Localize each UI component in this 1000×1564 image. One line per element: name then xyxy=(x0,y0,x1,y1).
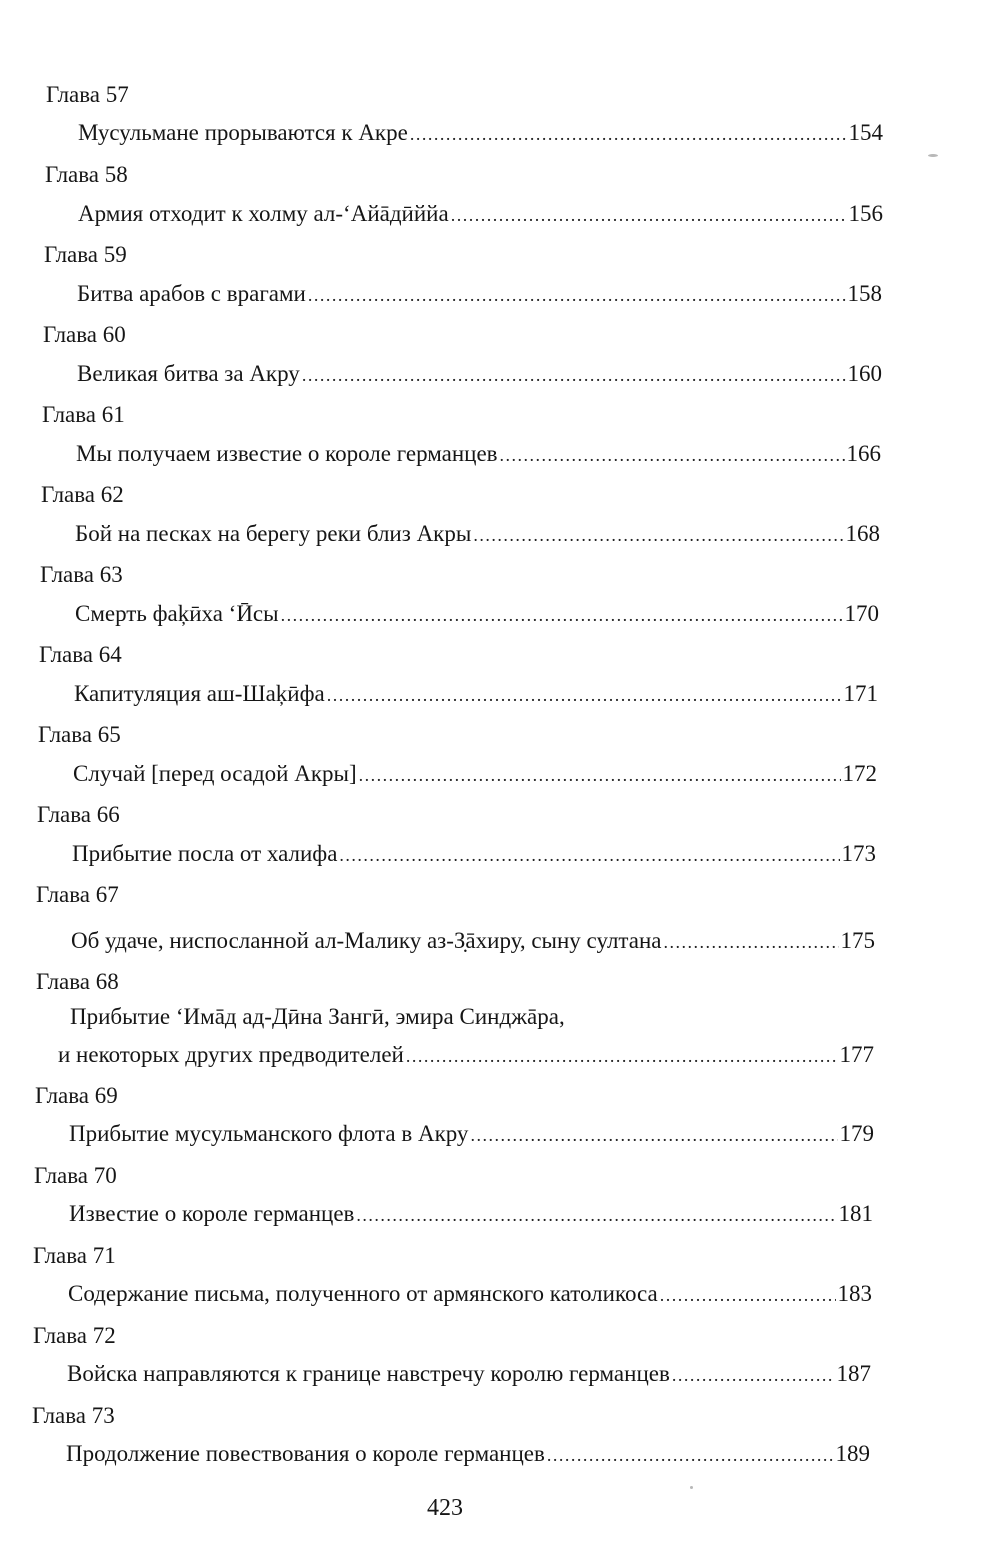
chapter-label: Глава 60 xyxy=(43,322,126,347)
toc-line xyxy=(75,519,880,550)
toc-line xyxy=(69,1199,873,1230)
page-ref: 177 xyxy=(839,1042,874,1067)
dot-leader xyxy=(672,1360,835,1390)
chapter-title: Об удаче, ниспосланной ал-Малику аз-З̣āхиру, сыну султана xyxy=(71,928,662,953)
chapter-title: Мы получаем известие о короле германцев xyxy=(76,441,498,466)
dot-leader xyxy=(327,680,842,710)
dot-leader xyxy=(470,1120,837,1150)
dot-leader xyxy=(308,280,846,310)
toc-line xyxy=(78,118,883,149)
chapter-title: Войска направляются к границе навстречу королю германцев xyxy=(67,1361,670,1386)
toc-line xyxy=(68,1279,872,1310)
chapter-label: Глава 64 xyxy=(39,642,122,667)
chapter-title: Известие о короле германцев xyxy=(69,1201,355,1226)
toc-line xyxy=(77,359,882,390)
dot-leader xyxy=(406,1041,838,1071)
chapter-label: Глава 72 xyxy=(33,1323,116,1348)
chapter-title: Битва арабов с врагами xyxy=(77,281,306,306)
toc-line xyxy=(71,926,875,957)
chapter-title: Продолжение повествования о короле германцев xyxy=(66,1441,545,1466)
toc-line xyxy=(72,839,876,870)
toc-line xyxy=(77,279,882,310)
chapter-label: Глава 61 xyxy=(42,402,125,427)
toc-line xyxy=(58,1040,874,1071)
chapter-label: Глава 70 xyxy=(34,1163,117,1188)
toc-line xyxy=(75,599,879,630)
chapter-title-first-line: Прибытие ‘Имāд ад-Дӣна Зангӣ, эмира Синджāра, xyxy=(70,1004,565,1029)
toc-line xyxy=(67,1359,871,1390)
toc-line xyxy=(66,1439,870,1470)
page-ref: 172 xyxy=(842,761,877,786)
chapter-title: Прибытие мусульманского флота в Акру xyxy=(69,1121,469,1146)
chapter-title: и некоторых других предводителей xyxy=(58,1042,404,1067)
page-ref: 189 xyxy=(835,1441,870,1466)
scan-speck xyxy=(690,1486,693,1489)
chapter-title: Содержание письма, полученного от армянского католикоса xyxy=(68,1281,658,1306)
dot-leader xyxy=(451,200,847,230)
chapter-title: Бой на песках на берегу реки близ Акры xyxy=(75,521,472,546)
page-number: 423 xyxy=(427,1495,463,1521)
page-ref: 183 xyxy=(837,1281,872,1306)
page-ref: 154 xyxy=(848,120,883,145)
chapter-label: Глава 65 xyxy=(38,722,121,747)
toc-line xyxy=(73,759,877,790)
page-ref: 156 xyxy=(848,201,883,226)
chapter-label: Глава 69 xyxy=(35,1083,118,1108)
page-ref: 171 xyxy=(843,681,878,706)
chapter-label: Глава 68 xyxy=(36,969,119,994)
dot-leader xyxy=(339,840,839,870)
dot-leader xyxy=(660,1280,836,1310)
page-ref: 160 xyxy=(847,361,882,386)
page-ref: 175 xyxy=(840,928,875,953)
chapter-title: Армия отходит к холму ал-‘Айāдӣййа xyxy=(78,201,449,226)
page-ref: 158 xyxy=(847,281,882,306)
toc-line xyxy=(76,439,881,470)
page-ref: 168 xyxy=(845,521,880,546)
chapter-title: Капитуляция аш-Шаķӣфа xyxy=(74,681,325,706)
chapter-label: Глава 73 xyxy=(32,1403,115,1428)
chapter-label: Глава 66 xyxy=(37,802,120,827)
chapter-label: Глава 57 xyxy=(46,82,129,107)
dot-leader xyxy=(359,760,841,790)
chapter-title: Мусульмане прорываются к Акре xyxy=(78,120,408,145)
page-ref: 166 xyxy=(846,441,881,466)
page-ref: 173 xyxy=(841,841,876,866)
dot-leader xyxy=(281,600,843,630)
toc-line xyxy=(78,199,883,230)
page-ref: 187 xyxy=(836,1361,871,1386)
chapter-title: Случай [перед осадой Акры] xyxy=(73,761,357,786)
dot-leader xyxy=(547,1440,834,1470)
page-ref: 170 xyxy=(844,601,879,626)
page-ref: 181 xyxy=(838,1201,873,1226)
chapter-label: Глава 71 xyxy=(33,1243,116,1268)
dot-leader xyxy=(410,119,847,149)
dot-leader xyxy=(500,440,845,470)
dot-leader xyxy=(302,360,846,390)
chapter-title: Великая битва за Акру xyxy=(77,361,300,386)
page-ref: 179 xyxy=(839,1121,874,1146)
chapter-label: Глава 63 xyxy=(40,562,123,587)
chapter-label: Глава 59 xyxy=(44,242,127,267)
dot-leader xyxy=(356,1200,836,1230)
scan-speck xyxy=(928,154,938,157)
chapter-label: Глава 62 xyxy=(41,482,124,507)
toc-line xyxy=(74,679,878,710)
dot-leader xyxy=(473,520,843,550)
chapter-title: Прибытие посла от халифа xyxy=(72,841,338,866)
chapter-title: Смерть фаķӣха ‘Ӣсы xyxy=(75,601,279,626)
chapter-label: Глава 58 xyxy=(45,162,128,187)
chapter-label: Глава 67 xyxy=(36,882,119,907)
dot-leader xyxy=(664,927,839,957)
toc-line xyxy=(69,1119,874,1150)
